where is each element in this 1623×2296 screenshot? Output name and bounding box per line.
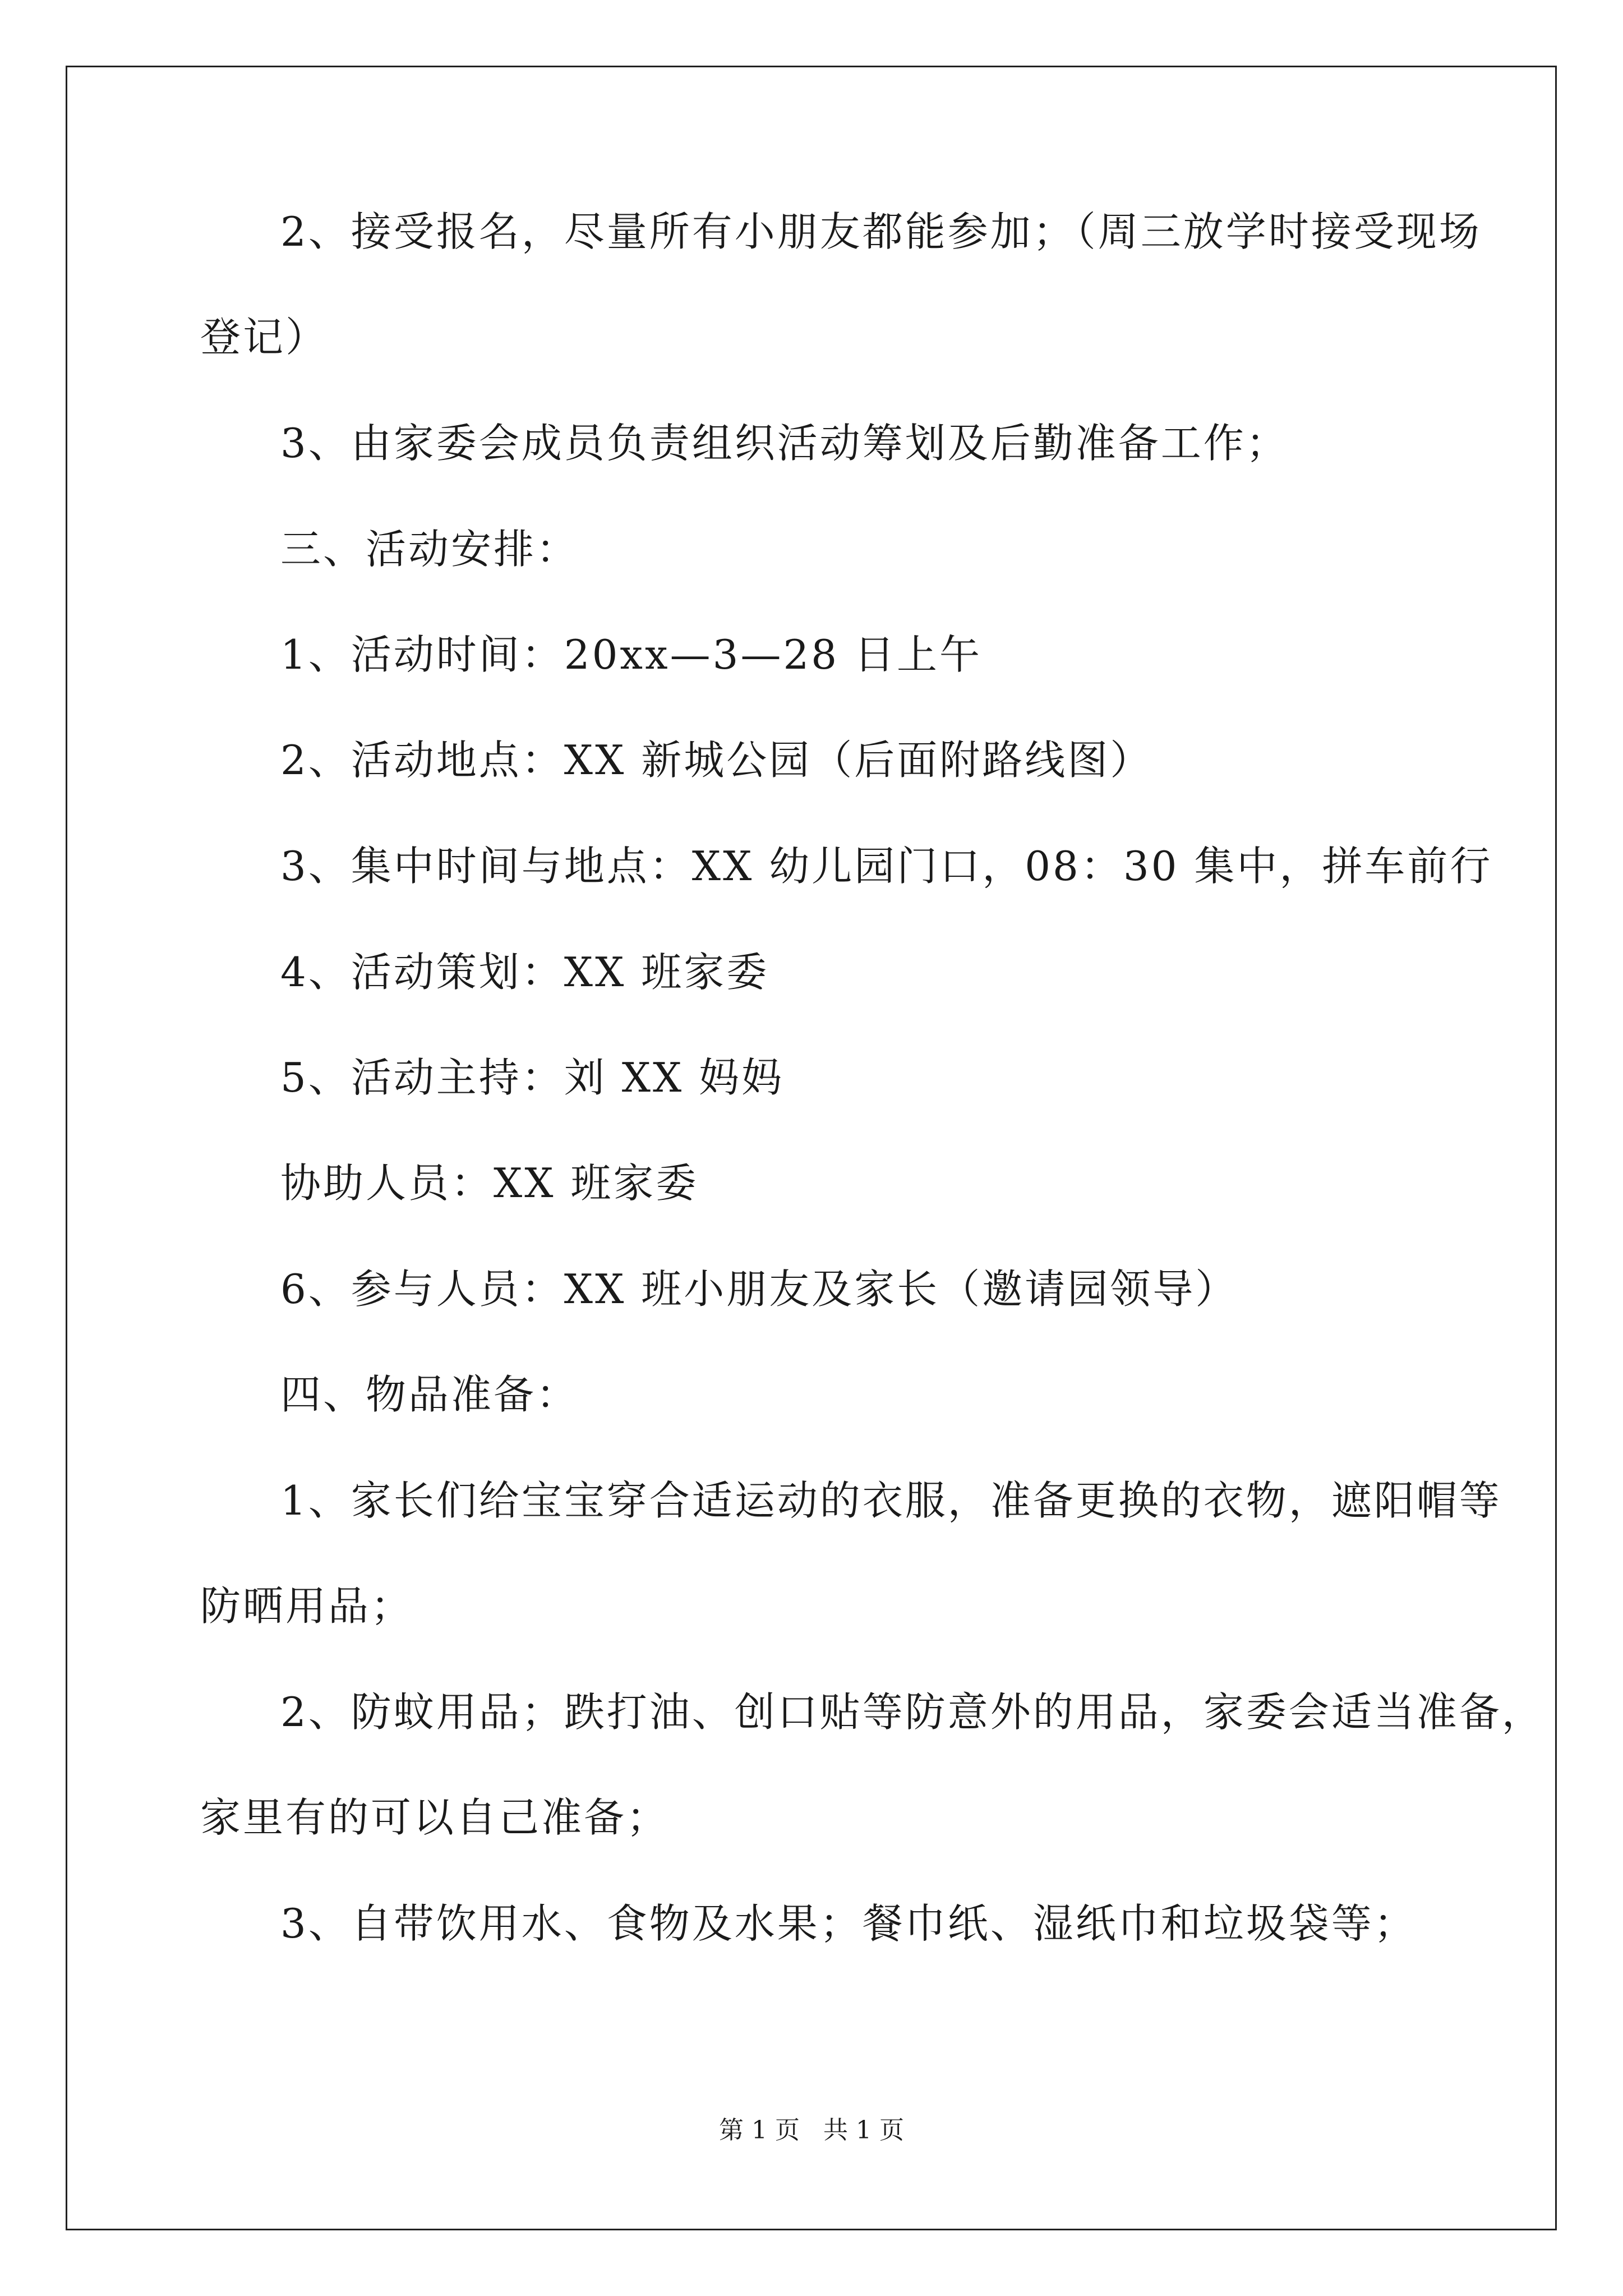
- section-heading: 三、活动安排：: [280, 526, 579, 573]
- text-line: 登记）: [200, 314, 329, 361]
- text-line: 2、接受报名，尽量所有小朋友都能参加；（周三放学时接受现场: [280, 208, 1482, 255]
- text-line: 1、活动时间：20xx—3—28 日上午: [280, 631, 982, 678]
- text-line: 4、活动策划：XX 班家委: [280, 949, 769, 996]
- text-line: 2、活动地点：XX 新城公园（后面附路线图）: [280, 737, 1153, 784]
- text-line: 3、由家委会成员负责组织活动筹划及后勤准备工作；: [280, 420, 1289, 467]
- text-line: 3、自带饮用水、食物及水果；餐巾纸、湿纸巾和垃圾袋等；: [280, 1900, 1417, 1947]
- text-line: 6、参与人员：XX 班小朋友及家长（邀请园领导）: [280, 1266, 1238, 1313]
- text-line: 协助人员：XX 班家委: [280, 1159, 699, 1207]
- page-footer: 第 1 页 共 1 页: [719, 2116, 904, 2145]
- text-line: 家里有的可以自己准备；: [200, 1794, 670, 1841]
- text-line: 1、家长们给宝宝穿合适运动的衣服，准备更换的衣物，遮阳帽等: [280, 1477, 1502, 1524]
- text-line: 3、集中时间与地点：XX 幼儿园门口，08：30 集中，拼车前行: [280, 843, 1493, 890]
- section-heading: 四、物品准备：: [280, 1371, 579, 1418]
- text-line: 防晒用品；: [200, 1582, 414, 1630]
- text-line: 2、防蚊用品；跌打油、创口贴等防意外的用品，家委会适当准备，: [280, 1688, 1544, 1736]
- text-line: 5、活动主持：刘 XX 妈妈: [280, 1054, 785, 1101]
